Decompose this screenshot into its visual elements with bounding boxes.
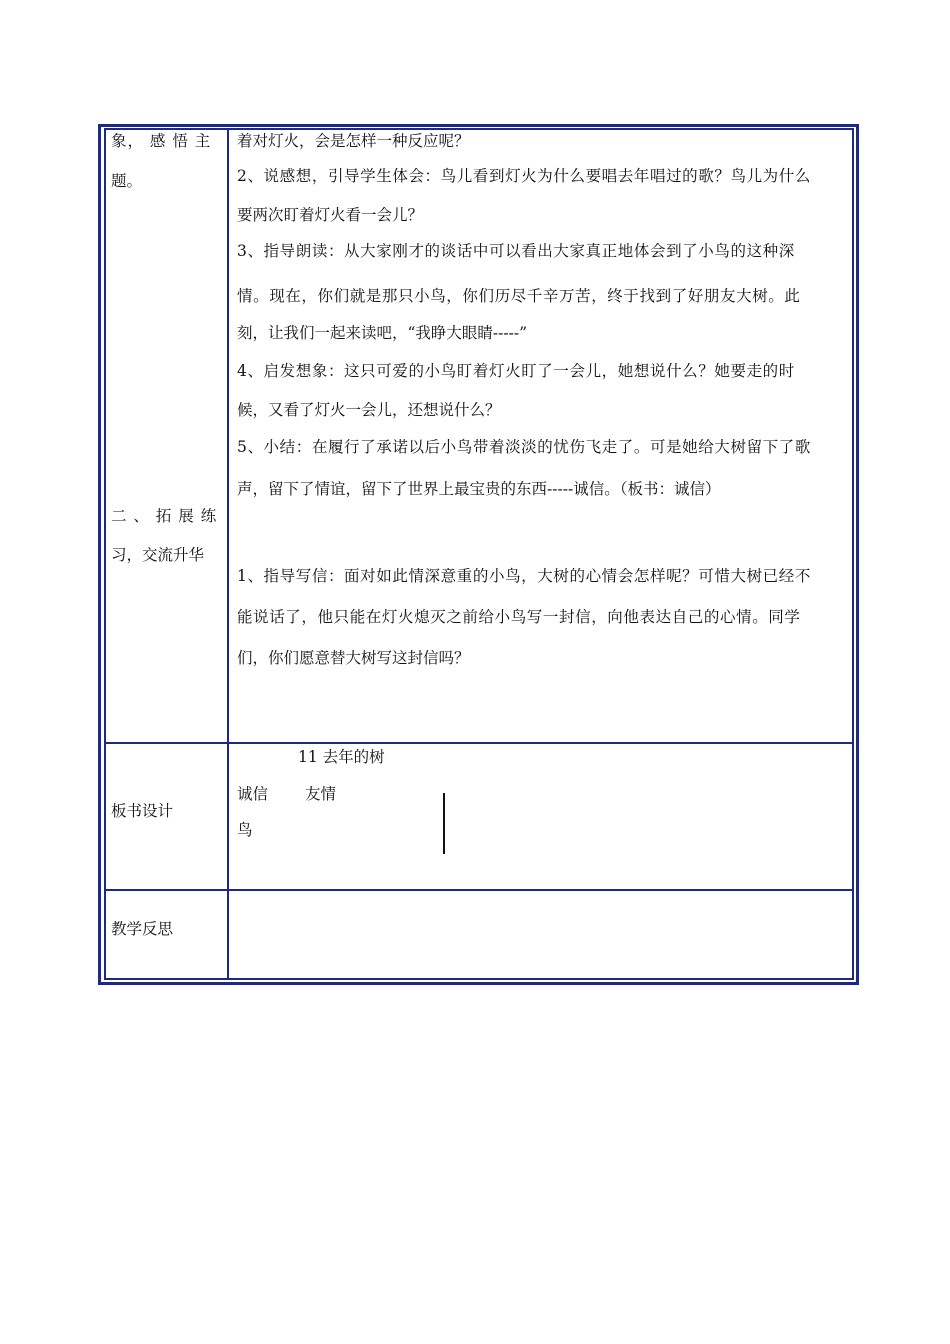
row-divider-1 [104, 742, 854, 744]
content-line: 刻，让我们一起来读吧，“我睁大眼睛-----” [237, 324, 528, 342]
step-label-line-2: 题。 [111, 172, 143, 190]
reflection-label: 教学反思 [111, 920, 174, 938]
board-word-friendship: 友情 [305, 785, 337, 803]
content-line: 候，又看了灯火一会儿，还想说什么？ [237, 401, 501, 419]
column-divider [227, 128, 229, 980]
row-divider-2 [104, 889, 854, 891]
content-line: 情。现在，你们就是那只小鸟，你们历尽千辛万苦，终于找到了好朋友大树。此 [237, 287, 801, 305]
content-line: 声，留下了情谊，留下了世界上最宝贵的东西-----诚信。（板书：诚信） [237, 480, 721, 498]
step-label-line-4: 习，交流升华 [111, 546, 205, 564]
board-word-bird: 鸟 [237, 821, 253, 839]
content-line: 们，你们愿意替大树写这封信吗？ [237, 649, 470, 667]
step-label-line-1: 象， 感 悟 主 [111, 132, 212, 150]
board-divider-line [443, 793, 445, 854]
content-line: 3、指导朗读：从大家刚才的谈话中可以看出大家真正地体会到了小鸟的这种深 [237, 242, 795, 260]
content-line: 2、说感想，引导学生体会：鸟儿看到灯火为什么要唱去年唱过的歌？鸟儿为什么 [237, 167, 811, 185]
content-line: 1、指导写信：面对如此情深意重的小鸟，大树的心情会怎样呢？可惜大树已经不 [237, 567, 811, 585]
content-line: 5、小结：在履行了承诺以后小鸟带着淡淡的忧伤飞走了。可是她给大树留下了歌 [237, 438, 811, 456]
content-line: 能说话了，他只能在灯火熄灭之前给小鸟写一封信，向他表达自己的心情。同学 [237, 608, 801, 626]
board-word-integrity: 诚信 [237, 785, 269, 803]
reflection-content[interactable] [232, 893, 850, 977]
content-line: 着对灯火，会是怎样一种反应呢？ [237, 132, 470, 150]
step-label-line-3: 二 、 拓 展 练 [111, 507, 218, 525]
content-line: 4、启发想象：这只可爱的小鸟盯着灯火盯了一会儿，她想说什么？她要走的时 [237, 362, 795, 380]
content-line: 要两次盯着灯火看一会儿？ [237, 206, 424, 224]
board-design-label: 板书设计 [111, 802, 174, 820]
board-title: 11 去年的树 [298, 748, 385, 766]
